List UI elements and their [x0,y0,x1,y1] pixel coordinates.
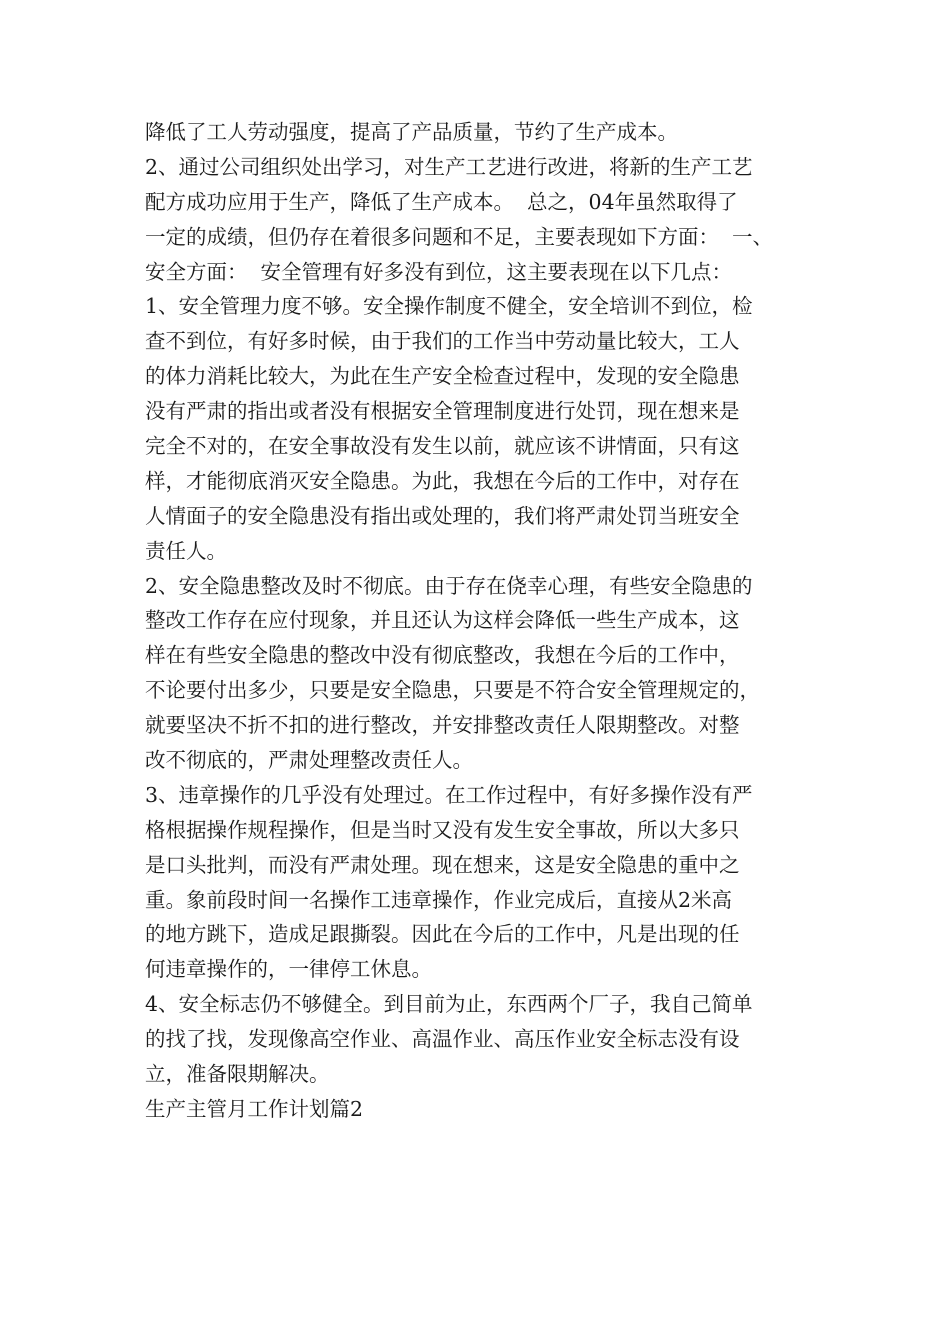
text-line: 的体力消耗比较大，为此在生产安全检查过程中，发现的安全隐患 [145,364,740,389]
text-line: 3、违章操作的几乎没有处理过。在工作过程中，有好多操作没有严 [145,782,753,807]
text-line: 样在有些安全隐患的整改中没有彻底整改，我想在今后的工作中， [145,643,740,668]
text-line: 降低了工人劳动强度，提高了产品质量，节约了生产成本。 [145,120,678,144]
text-line: 查不到位，有好多时候，由于我们的工作当中劳动量比较大，工人 [145,329,740,354]
text-line: 责任人。 [145,538,227,563]
text-line: 何违章操作的，一律停工休息。 [145,957,432,982]
text-line: 4、安全标志仍不够健全。到目前为止，东西两个厂子，我自己简单 [145,992,753,1017]
text-line: 1、安全管理力度不够。安全操作制度不健全，安全培训不到位，检 [145,294,753,319]
text-line: 就要坚决不折不扣的进行整改，并安排整改责任人限期整改。对整 [145,713,740,738]
text-line: 样，才能彻底消灭安全隐患。为此，我想在今后的工作中，对存在 [145,468,740,493]
text-line: 配方成功应用于生产，降低了生产成本。 总之，04年虽然取得了 [145,189,738,214]
text-line: 2、通过公司组织处出学习，对生产工艺进行改进，将新的生产工艺 [145,154,753,179]
text-line: 完全不对的，在安全事故没有发生以前，就应该不讲情面，只有这 [145,434,740,459]
text-line: 的找了找，发现像高空作业、高温作业、高压作业安全标志没有设 [145,1027,740,1052]
text-line: 一定的成绩，但仍存在着很多问题和不足，主要表现如下方面： 一、 [145,224,774,249]
text-line: 人情面子的安全隐患没有指出或处理的，我们将严肃处罚当班安全 [145,503,740,528]
text-line: 立，准备限期解决。 [145,1062,330,1087]
text-line: 2、安全隐患整改及时不彻底。由于存在侥幸心理，有些安全隐患的 [145,573,753,598]
text-line: 格根据操作规程操作，但是当时又没有发生安全事故，所以大多只 [145,817,740,842]
text-line: 安全方面： 安全管理有好多没有到位，这主要表现在以下几点： [145,259,733,284]
text-line: 没有严肃的指出或者没有根据安全管理制度进行处罚，现在想来是 [145,399,740,424]
section-heading: 生产主管月工作计划篇2 [145,1096,364,1121]
text-line: 不论要付出多少，只要是安全隐患，只要是不符合安全管理规定的， [145,678,760,703]
text-line: 重。象前段时间一名操作工违章操作，作业完成后，直接从2米高 [145,887,733,912]
text-line: 整改工作存在应付现象，并且还认为这样会降低一些生产成本，这 [145,608,740,633]
text-line: 是口头批判，而没有严肃处理。现在想来，这是安全隐患的重中之 [145,852,740,877]
text-line: 的地方跳下，造成足跟撕裂。因此在今后的工作中，凡是出现的任 [145,922,740,947]
document-body [145,115,825,1127]
text-line: 改不彻底的，严肃处理整改责任人。 [145,748,473,773]
